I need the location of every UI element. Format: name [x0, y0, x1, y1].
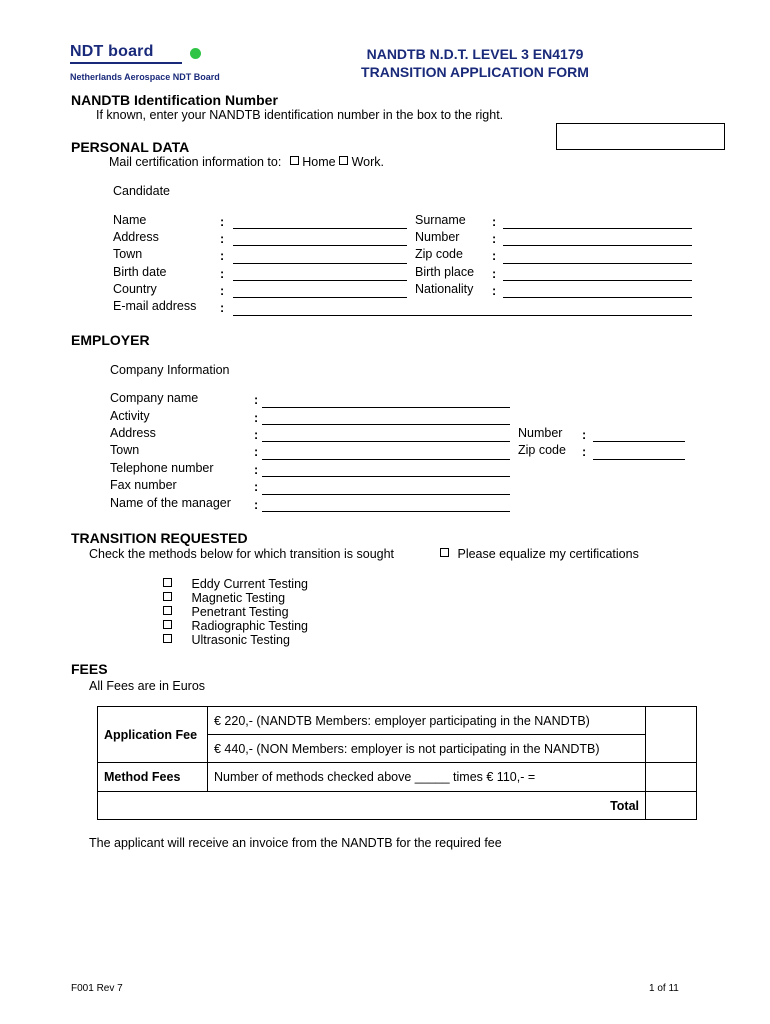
field-label-email: E-mail address — [113, 299, 197, 313]
fees-table — [97, 706, 697, 820]
country-input-line[interactable] — [233, 297, 407, 298]
method-fees-text: Number of methods checked above _____ times € 110,- = — [208, 763, 646, 792]
field-label-company-number: Number — [518, 426, 563, 440]
method-label: Ultrasonic Testing — [191, 633, 290, 647]
fee-member: € 220,- (NANDTB Members: employer participating in the NANDTB) — [208, 707, 646, 735]
identification-instruction: If known, enter your NANDTB identification number in the box to the right. — [96, 108, 504, 122]
logo-text: NDT board — [70, 43, 154, 60]
town-input-line[interactable] — [233, 263, 407, 264]
company-town-input-line[interactable] — [262, 459, 510, 460]
activity-input-line[interactable] — [262, 424, 510, 425]
colon: : — [492, 284, 497, 298]
method-label: Eddy Current Testing — [191, 577, 308, 591]
identification-number-box[interactable] — [556, 123, 725, 150]
company-address-input-line[interactable] — [262, 441, 510, 442]
equalize-row — [440, 547, 639, 561]
field-label-manager: Name of the manager — [110, 496, 231, 510]
birth-place-input-line[interactable] — [503, 280, 692, 281]
colon: : — [220, 284, 225, 298]
application-fee-label: Application Fee — [98, 707, 208, 763]
field-label-company-address: Address — [110, 426, 156, 440]
method-label: Magnetic Testing — [191, 591, 286, 605]
colon: : — [492, 215, 497, 229]
mail-certification-row — [109, 155, 384, 169]
field-label-town: Town — [113, 247, 143, 261]
fee-nonmember: € 440,- (NON Members: employer is not participating in the NANDTB) — [208, 735, 646, 763]
manager-input-line[interactable] — [262, 511, 510, 512]
surname-input-line[interactable] — [503, 228, 692, 229]
colon: : — [492, 267, 497, 281]
mail-certification-label: Mail certification information to: — [109, 155, 282, 169]
nationality-input-line[interactable] — [503, 297, 692, 298]
colon: : — [492, 249, 497, 263]
method-fees-amount-cell[interactable] — [646, 763, 697, 792]
fees-note: All Fees are in Euros — [89, 679, 206, 693]
fees-title: FEES — [71, 661, 108, 677]
company-information-label: Company Information — [110, 363, 230, 377]
colon: : — [220, 267, 225, 281]
form-code: F001 Rev 7 — [71, 983, 123, 994]
page-number: 1 of 11 — [649, 983, 679, 994]
company-name-input-line[interactable] — [262, 407, 510, 408]
field-label-nationality: Nationality — [415, 282, 474, 296]
address-input-line[interactable] — [233, 245, 407, 246]
home-option-label: Home — [302, 155, 336, 169]
method-checkbox[interactable] — [163, 606, 172, 615]
field-label-company-zip: Zip code — [518, 443, 566, 457]
work-option-label: Work. — [351, 155, 384, 169]
logo-subtitle: Netherlands Aerospace NDT Board — [70, 72, 220, 82]
application-fee-amount-cell[interactable] — [646, 707, 697, 763]
company-zip-input-line[interactable] — [593, 459, 685, 460]
method-fees-label: Method Fees — [98, 763, 208, 792]
transition-instruction: Check the methods below for which transition is sought — [89, 547, 395, 561]
method-checkbox[interactable] — [163, 592, 172, 601]
method-row-eddy-current — [163, 577, 308, 591]
colon: : — [254, 428, 259, 442]
number-input-line[interactable] — [503, 245, 692, 246]
identification-title: NANDTB Identification Number — [71, 92, 278, 108]
field-label-telephone: Telephone number — [110, 461, 214, 475]
method-row-ultrasonic — [163, 633, 290, 647]
name-input-line[interactable] — [233, 228, 407, 229]
field-label-zip-code: Zip code — [415, 247, 463, 261]
method-checkbox[interactable] — [163, 578, 172, 587]
personal-data-title: PERSONAL DATA — [71, 139, 190, 155]
total-label: Total — [98, 792, 646, 820]
field-label-birth-date: Birth date — [113, 265, 167, 279]
employer-title: EMPLOYER — [71, 332, 150, 348]
colon: : — [220, 215, 225, 229]
colon: : — [220, 301, 225, 315]
colon: : — [254, 393, 259, 407]
colon: : — [220, 249, 225, 263]
colon: : — [582, 445, 587, 459]
colon: : — [254, 480, 259, 494]
field-label-company-town: Town — [110, 443, 140, 457]
method-label: Penetrant Testing — [191, 605, 289, 619]
logo-underline — [70, 62, 182, 64]
colon: : — [220, 232, 225, 246]
email-input-line[interactable] — [233, 315, 692, 316]
method-row-magnetic — [163, 591, 285, 605]
invoice-note: The applicant will receive an invoice from the NANDTB for the required fee — [89, 836, 502, 850]
total-amount-cell[interactable] — [646, 792, 697, 820]
candidate-label: Candidate — [113, 184, 170, 198]
field-label-fax: Fax number — [110, 478, 177, 492]
colon: : — [492, 232, 497, 246]
field-label-birth-place: Birth place — [415, 265, 475, 279]
field-label-country: Country — [113, 282, 157, 296]
telephone-input-line[interactable] — [262, 476, 510, 477]
field-label-activity: Activity — [110, 409, 150, 423]
method-row-penetrant — [163, 605, 289, 619]
field-label-address: Address — [113, 230, 159, 244]
logo-dot-icon — [190, 48, 201, 59]
method-checkbox[interactable] — [163, 634, 172, 643]
field-label-number: Number — [415, 230, 460, 244]
work-checkbox[interactable] — [339, 156, 348, 165]
colon: : — [254, 498, 259, 512]
colon: : — [582, 428, 587, 442]
method-label: Radiographic Testing — [191, 619, 308, 633]
zip-code-input-line[interactable] — [503, 263, 692, 264]
colon: : — [254, 463, 259, 477]
colon: : — [254, 411, 259, 425]
form-title — [325, 45, 625, 81]
form-title-line2: TRANSITION APPLICATION FORM — [361, 64, 589, 80]
method-checkbox[interactable] — [163, 620, 172, 629]
equalize-checkbox[interactable] — [440, 548, 449, 557]
method-row-radiographic — [163, 619, 308, 633]
field-label-surname: Surname — [415, 213, 466, 227]
colon: : — [254, 445, 259, 459]
transition-title: TRANSITION REQUESTED — [71, 530, 248, 546]
fax-input-line[interactable] — [262, 494, 510, 495]
equalize-label: Please equalize my certifications — [457, 547, 639, 561]
field-label-name: Name — [113, 213, 147, 227]
home-checkbox[interactable] — [290, 156, 299, 165]
form-title-line1: NANDTB N.D.T. LEVEL 3 EN4179 — [366, 46, 584, 62]
field-label-company-name: Company name — [110, 391, 199, 405]
company-number-input-line[interactable] — [593, 441, 685, 442]
birth-date-input-line[interactable] — [233, 280, 407, 281]
